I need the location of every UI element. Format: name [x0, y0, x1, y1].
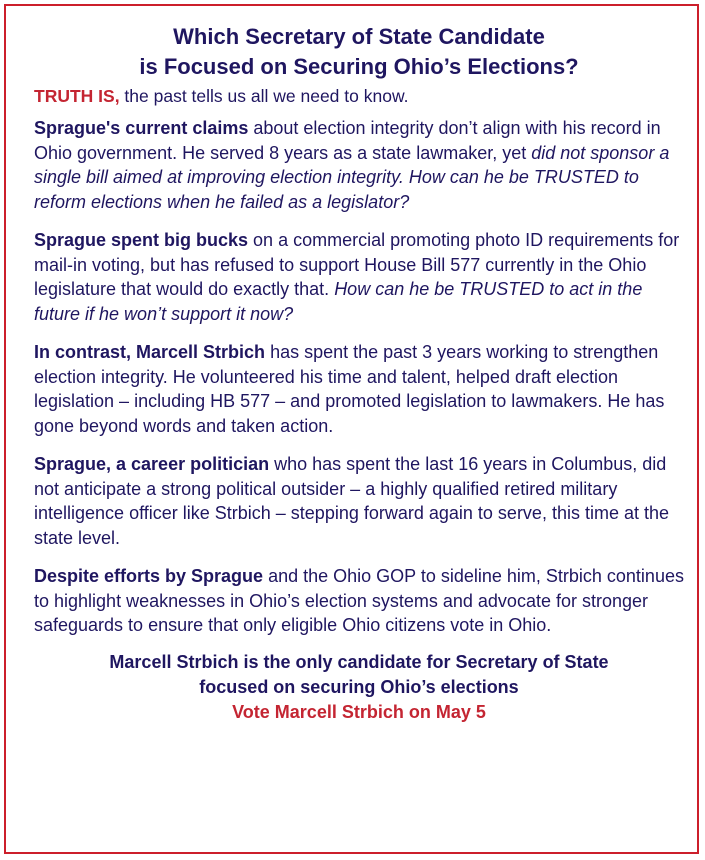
paragraph-lead: In contrast, Marcell Strbich — [34, 342, 266, 362]
headline-line-2: is Focused on Securing Ohio’s Elections? — [139, 54, 579, 79]
paragraph-lead: Sprague's current claims — [34, 118, 249, 138]
paragraph-lead: Despite efforts by Sprague — [34, 566, 264, 586]
paragraph-text: has spent the past 3 years working to strengthen election integrity. He volunteered his time and talent, helped draft election legislation – including HB 577 – and promoted legislation to lawmakers. He has gone beyond words and taken action. — [34, 342, 665, 436]
paragraph-text: who has spent the last 16 years in Columbus, did not anticipate a strong political outsider – a highly qualified retired military intelligence officer like Strbich – stepping forward again to serve, this time at the state level. — [34, 454, 670, 548]
closing-statement — [34, 650, 684, 725]
paragraph-career-politician — [34, 452, 684, 550]
closing-line-1: Marcell Strbich is the only candidate for Secretary of State — [109, 651, 609, 672]
paragraph-lead: Sprague, a career politician — [34, 454, 270, 474]
paragraph-current-claims — [34, 116, 684, 214]
intro-line — [34, 84, 684, 108]
paragraph-in-contrast — [34, 340, 684, 438]
paragraph-lead: Sprague spent big bucks — [34, 230, 249, 250]
intro-text: the past tells us all we need to know. — [119, 86, 409, 106]
truth-is-lead: TRUTH IS, — [34, 86, 120, 106]
flyer-content — [34, 22, 684, 725]
paragraph-text: about election integrity don’t align with his record in Ohio government. He served 8 years as a state lawmaker, yet — [34, 118, 661, 163]
paragraph-italic: did not sponsor a single bill aimed at improving election integrity. How can he be TRUSTED to reform elections when he failed as a legislator? — [34, 142, 670, 212]
red-border-frame — [4, 4, 699, 854]
paragraph-italic: How can he be TRUSTED to act in the future if he won’t support it now? — [34, 279, 643, 324]
paragraph-text: on a commercial promoting photo ID requirements for mail-in voting, but has refused to support House Bill 577 currently in the Ohio legislature that would do exactly that. — [34, 230, 680, 299]
vote-call-to-action: Vote Marcell Strbich on May 5 — [232, 701, 486, 722]
closing-line-2: focused on securing Ohio’s elections — [199, 676, 519, 697]
paragraph-big-bucks — [34, 228, 684, 326]
paragraph-despite-efforts — [34, 564, 684, 638]
headline — [34, 22, 684, 82]
headline-line-1: Which Secretary of State Candidate — [173, 24, 545, 49]
paragraph-text: and the Ohio GOP to sideline him, Strbich continues to highlight weaknesses in Ohio’s election systems and advocate for stronger safeguards to ensure that only eligible Ohio citizens vote in Ohio. — [34, 566, 684, 635]
